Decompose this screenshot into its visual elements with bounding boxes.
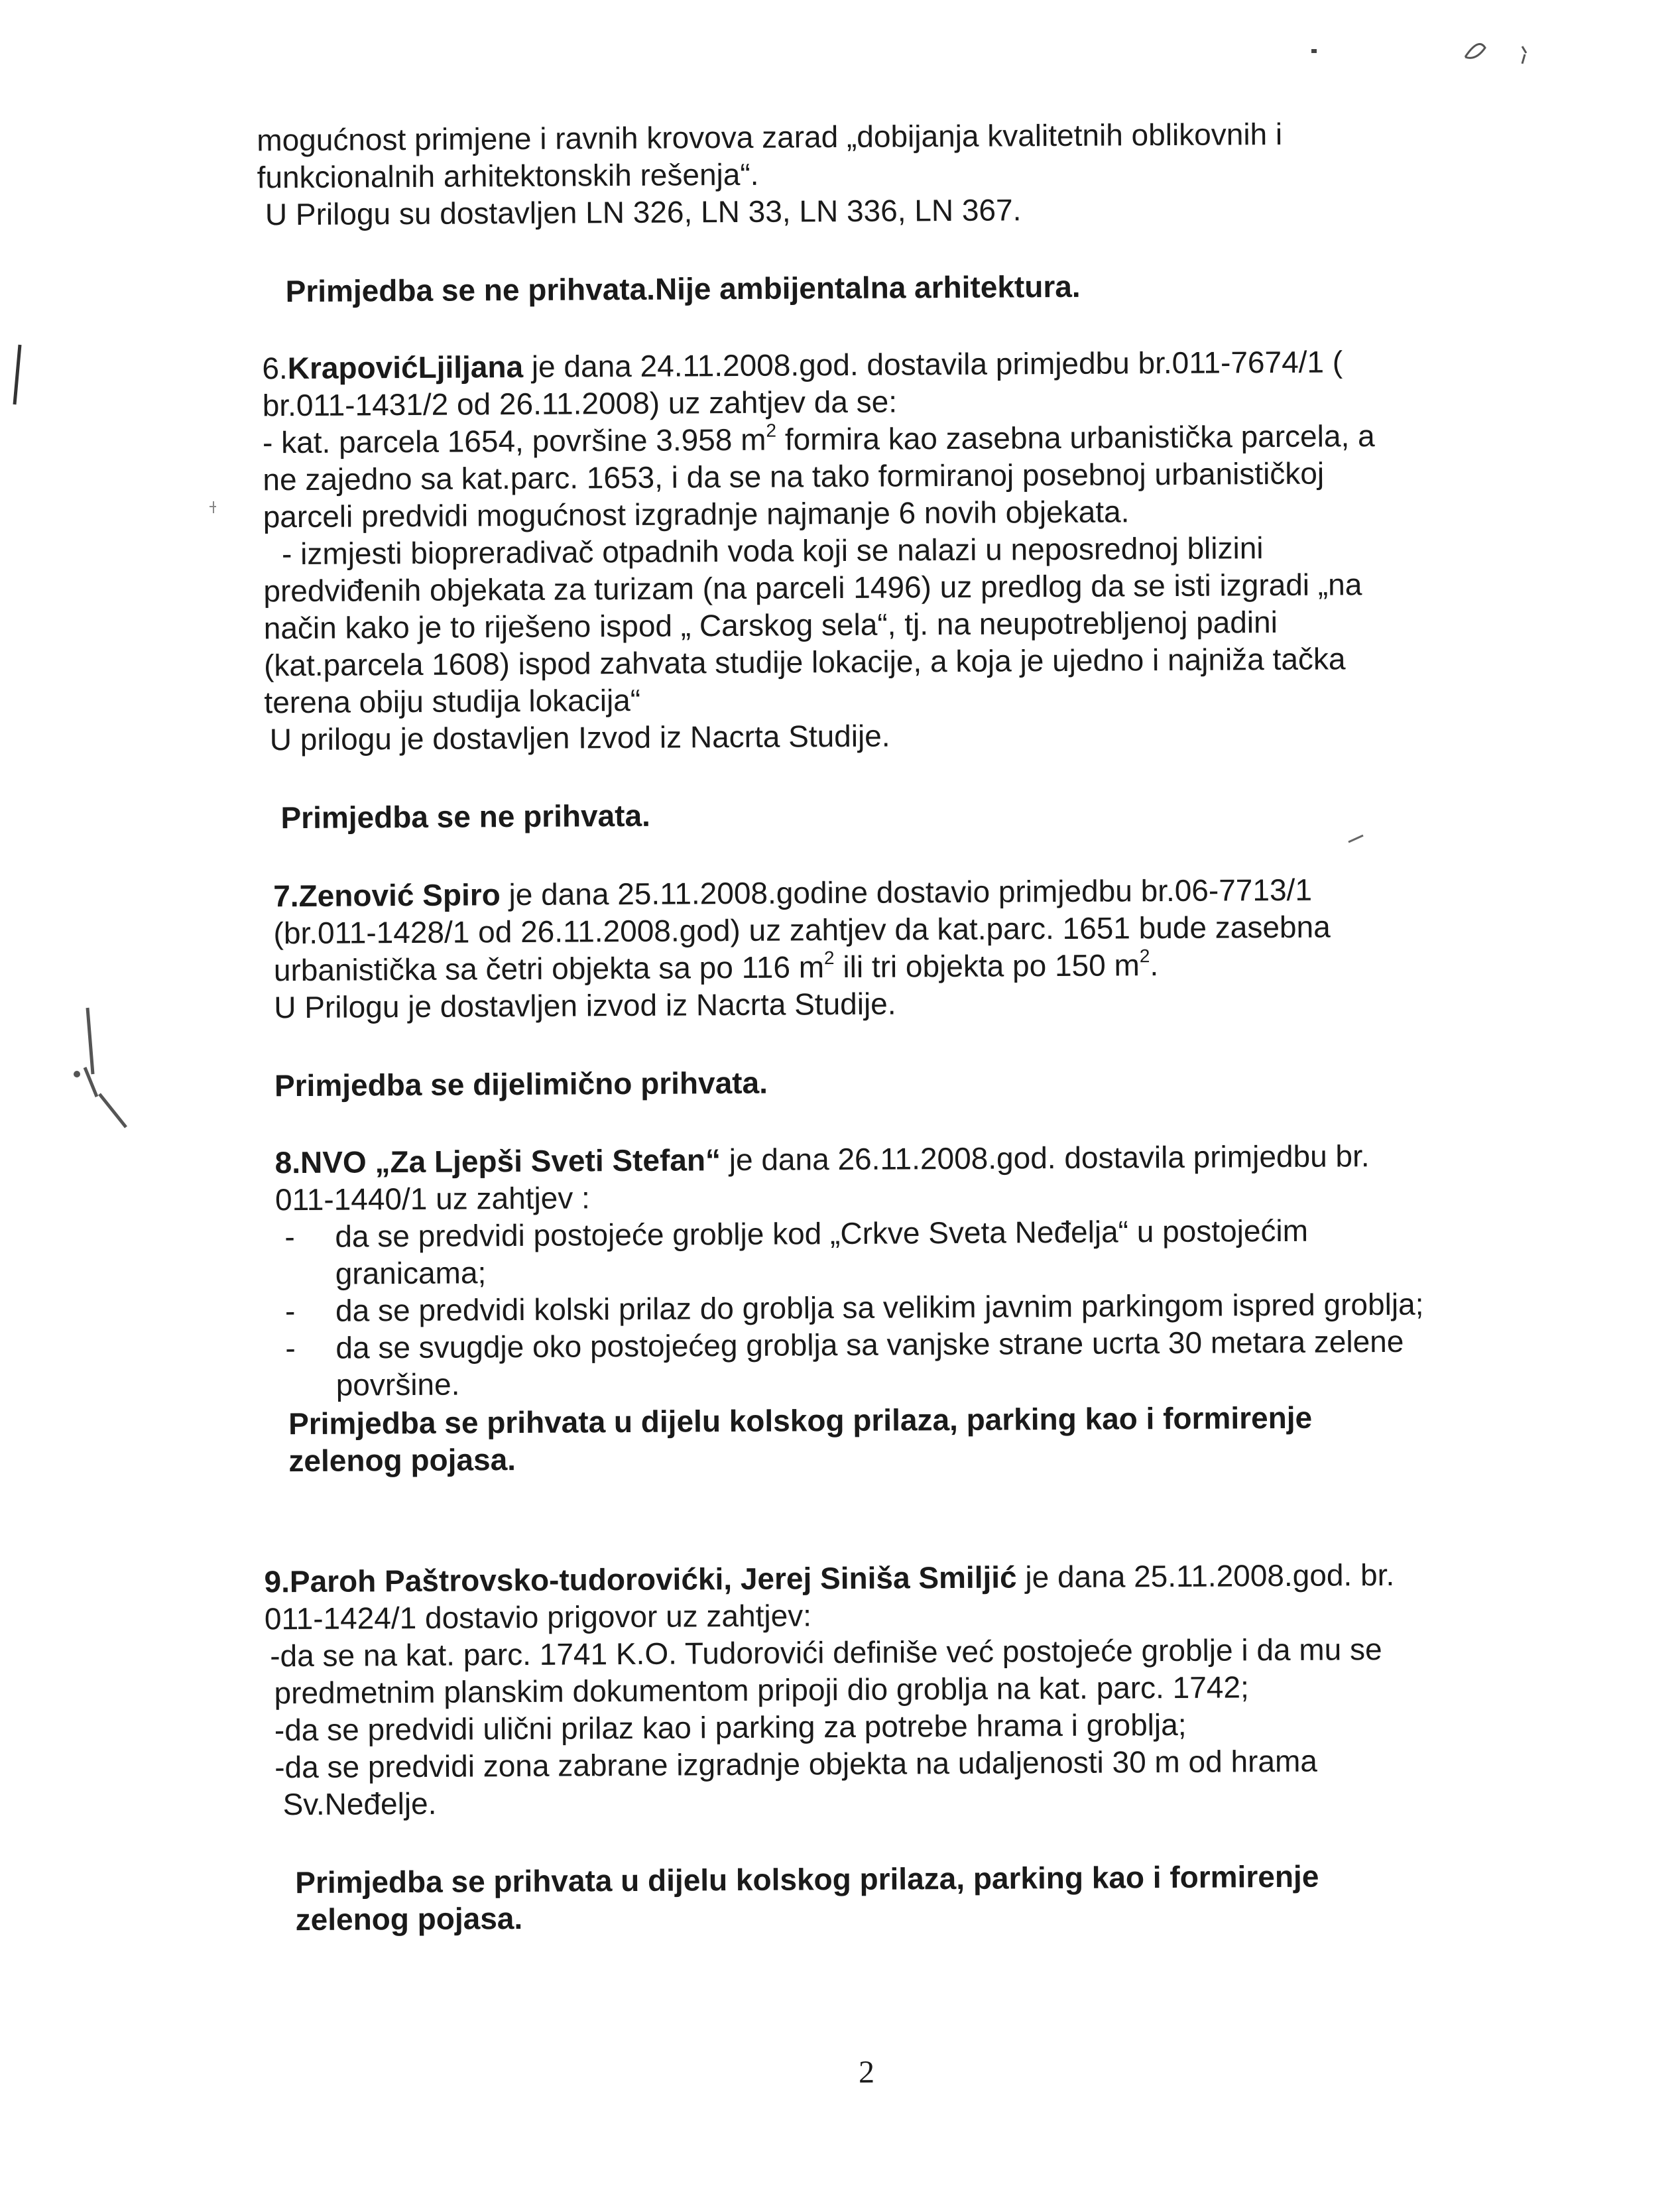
pen-tick <box>1349 835 1363 842</box>
item9-line-7: Sv.Neđelje. <box>282 1786 437 1822</box>
item9-line-4: predmetnim planskim dokumentom pripoji dio groblja na kat. parc. 1742; <box>274 1670 1249 1711</box>
intro-line-2: funkcionalnih arhitektonskih rešenja“. <box>257 156 759 195</box>
intro-line-1: mogućnost primjene i ravnih krovova zarad „dobijanja kvalitetnih oblikovnih i <box>257 116 1283 158</box>
item9-line-1: 9.Paroh Paštrovsko-tudorovićki, Jerej Siniša Smiljić je dana 25.11.2008.god. br. <box>264 1557 1395 1599</box>
item8-bullet-2-dash: - <box>284 1294 296 1329</box>
item6-line-4: ne zajedno sa kat.parc. 1653, i da se na tako formiranoj posebnoj urbanističkoj <box>263 456 1325 497</box>
item8-bullet-3-cont: površine. <box>335 1367 460 1402</box>
item7-line-3: urbanistička sa četri objekta sa po 116 $m^2$ ili tri objekta po 150 $m^2$. <box>273 945 1159 988</box>
item6-line-1: 6.KrapovićLjiljana je dana 24.11.2008.god. dostavila primjedbu br.011-7674/1 ( <box>262 344 1343 386</box>
scan-edge-mark <box>15 345 20 404</box>
item9-line-2: 011-1424/1 dostavio prigovor uz zahtjev: <box>264 1598 812 1636</box>
item8-bullet-1-cont: granicama; <box>335 1255 487 1291</box>
item9-line-3: -da se na kat. parc. 1741 K.O. Tudorovići definiše već postojeće groblje i da mu se <box>270 1632 1382 1674</box>
item9-line-6: -da se predvidi zona zabrane izgradnje objekta na udaljenosti 30 m od hrama <box>274 1743 1318 1785</box>
item7-name: 7.Zenović Spiro <box>273 877 501 914</box>
item8-bullet-1-dash: - <box>284 1219 295 1254</box>
item8-line-2: 011-1440/1 uz zahtjev : <box>274 1180 590 1217</box>
item8-bullet-1: da se predvidi postojeće groblje kod „Crkve Sveta Neđelja“ u postojećim <box>335 1213 1309 1254</box>
item8-bullet-3-dash: - <box>285 1331 296 1366</box>
margin-mark <box>85 1008 126 1127</box>
item6-line-6: - izmjesti biopreradivač otpadnih voda koji se nalazi u neposrednoj blizini <box>281 530 1264 572</box>
item7-verdict: Primjedba se dijelimično prihvata. <box>274 1065 768 1103</box>
item9-name: 9.Paroh Paštrovsko-tudorovićki, Jerej Siniša Smiljić <box>264 1559 1017 1599</box>
item8-bullet-2: da se predvidi kolski prilaz do groblja sa velikim javnim parkingom ispred groblja; <box>335 1286 1424 1328</box>
speck <box>1311 49 1317 53</box>
item9-line-5: -da se predvidi ulični prilaz kao i parking za potrebe hrama i groblja; <box>274 1707 1187 1748</box>
item6-line-8: način kako je to riješeno ispod „ Carskog sela“, tj. na neupotrebljenoj padini <box>263 604 1278 646</box>
speck <box>210 501 216 513</box>
item6-line-10: terena obiju studija lokacija“ <box>264 682 641 720</box>
speck <box>74 1071 80 1077</box>
item6-line-5: parceli predvidi mogućnost izgradnje najmanje 6 novih objekata. <box>263 494 1130 534</box>
item6-number: 6. <box>262 351 288 386</box>
item7-line-1: 7.Zenović Spiro je dana 25.11.2008.godine dostavio primjedbu br.06-7713/1 <box>273 872 1313 914</box>
item6-line-2: br.011-1431/2 od 26.11.2008) uz zahtjev da se: <box>262 384 898 423</box>
item6-line-3: - kat. parcela 1654, površine 3.958 $m^2$ formira kao zasebna urbanistička parcela, a <box>262 418 1375 460</box>
item8-line-1: 8.NVO „Za Ljepši Sveti Stefan“ je dana 26.11.2008.god. dostavila primjedbu br. <box>274 1138 1370 1180</box>
item6-line-11: U prilogu je dostavljen Izvod iz Nacrta Studije. <box>269 718 890 757</box>
item9-verdict-line-2: zelenog pojasa. <box>295 1900 523 1937</box>
item7-line-4: U Prilogu je dostavljen izvod iz Nacrta Studije. <box>274 986 896 1025</box>
item8-bullet-3: da se svugdje oko postojećeg groblja sa vanjske strane ucrta 30 metara zelene <box>335 1323 1404 1365</box>
intro-line-3: U Prilogu su dostavljen LN 326, LN 33, LN 336, LN 367. <box>265 192 1022 232</box>
page-number: 2 <box>858 2054 875 2090</box>
item7-line-2: (br.011-1428/1 od 26.11.2008.god) uz zahtjev da kat.parc. 1651 bude zasebna <box>273 909 1331 951</box>
intro-verdict: Primjedba se ne prihvata.Nije ambijentalna arhitektura. <box>285 269 1081 309</box>
item9-verdict-line-1: Primjedba se prihvata u dijelu kolskog prilaza, parking kao i formirenje <box>295 1859 1319 1900</box>
item8-name: 8.NVO „Za Ljepši Sveti Stefan“ <box>274 1142 721 1180</box>
item6-verdict: Primjedba se ne prihvata. <box>280 798 650 835</box>
item6-name: KrapovićLjiljana <box>287 349 524 386</box>
handwritten-mark <box>1465 44 1485 58</box>
item8-verdict-line-2: zelenog pojasa. <box>288 1442 516 1479</box>
item6-line-7: predviđenih objekata za turizam (na parceli 1496) uz predlog da se isti izgradi „na <box>263 567 1362 609</box>
item6-line-9: (kat.parcela 1608) ispod zahvata studije lokacije, a koja je ujedno i najniža tačka <box>263 641 1346 683</box>
handwritten-mark-2 <box>1522 46 1526 64</box>
item8-verdict-line-1: Primjedba se prihvata u dijelu kolskog prilaza, parking kao i formirenje <box>288 1400 1313 1441</box>
